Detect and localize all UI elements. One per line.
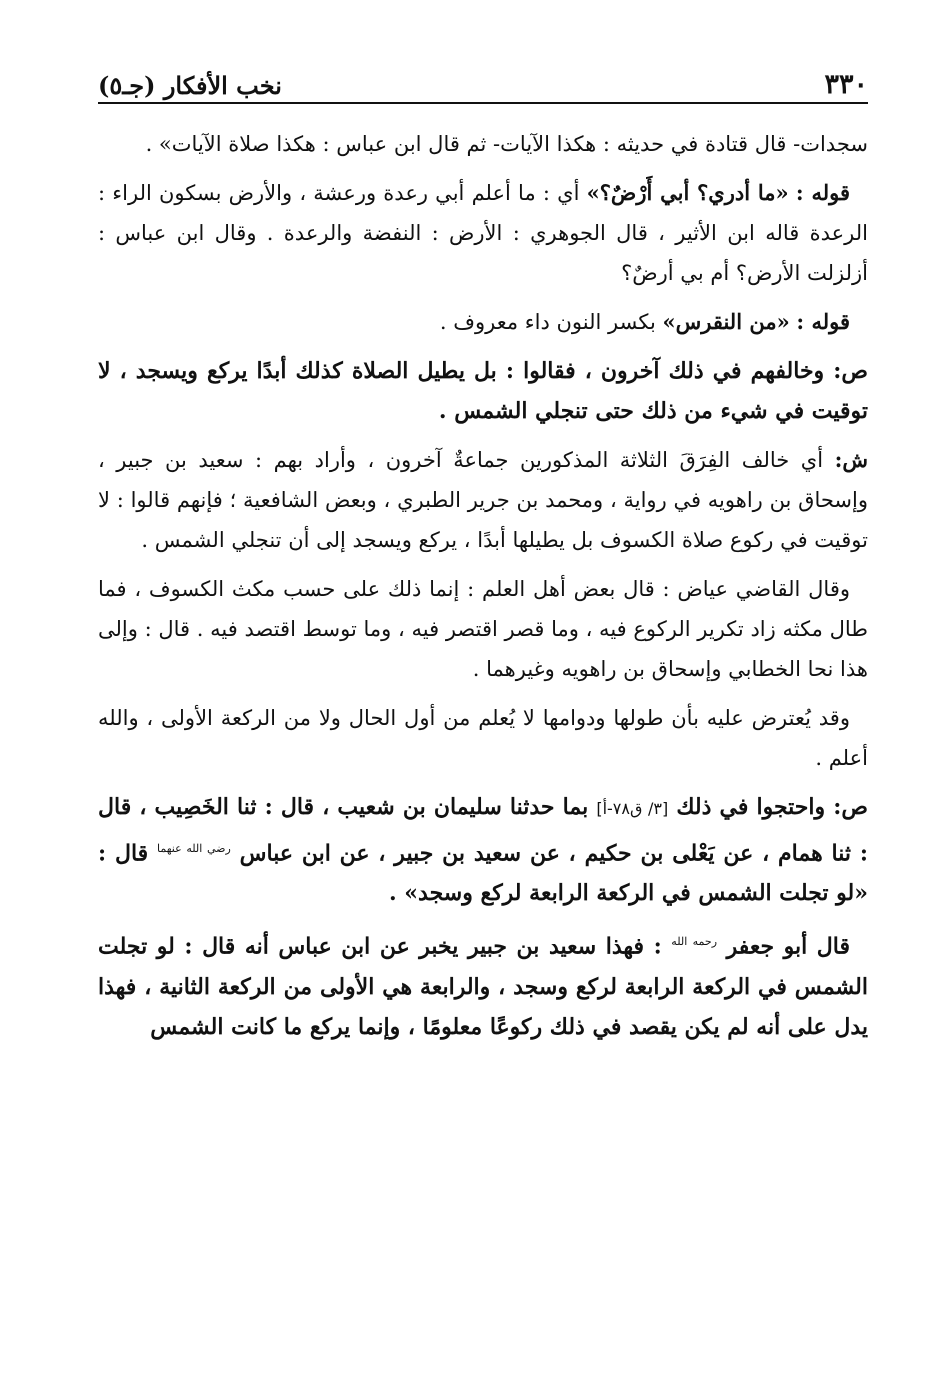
paragraph-comment-ard — [98, 173, 868, 293]
paragraph-text: أي : ما أعلم أبي رعدة ورعشة ، والأرض بسكون الراء : الرعدة قاله ابن الأثير ، قال الجوهري : الأرض : النفضة والرعدة . وقال ابن عباس : أزلزلت الأرض؟ أم بي أرضٌ؟ — [98, 181, 868, 285]
matn-text: : فهذا سعيد بن جبير يخبر عن ابن عباس أنه قال : لو تجلت الشمس في الركعة الرابعة لركع وسجد ، والرابعة هي الأولى من الركعة الثانية ، فهذا يدل على أنه لم يكن يقصد في ذلك ركوعًا معلومًا ، وإنما يركع ما كانت الشمس — [98, 933, 868, 1040]
paragraph-sharh — [98, 440, 868, 560]
paragraph-text: وقد يُعترض عليه بأن طولها ودوامها لا يُعلم من أول الحال ولا من الركعة الأولى ، والله أعلم . — [98, 706, 868, 770]
manuscript-reference: [٣/ ق٧٨-أ] — [596, 799, 669, 818]
comment-quote: «ما أدري؟ أبي أَرْضٌ؟» — [586, 180, 789, 205]
matn-text: واحتجوا في ذلك — [676, 794, 826, 820]
paragraph-matn-2 — [98, 787, 868, 913]
paragraph-continuation — [98, 124, 868, 164]
running-title: نخب الأفكار (جـ٥) — [98, 71, 282, 100]
matn-marker: ص: — [833, 794, 868, 820]
paragraph-iyad — [98, 569, 868, 689]
matn-marker: ص: — [833, 358, 868, 384]
body-text — [98, 124, 868, 1047]
paragraph-objection — [98, 698, 868, 778]
paragraph-comment-niqris — [98, 302, 868, 342]
page-number: ٣٣٠ — [824, 69, 868, 100]
paragraph-text: سجدات- قال قتادة في حديثه : هكذا الآيات- ثم قال ابن عباس : هكذا صلاة الآيات» . — [145, 132, 868, 156]
honorific-mark: رضي الله عنهما — [157, 842, 231, 855]
author-lead: قال أبو جعفر — [726, 933, 850, 960]
matn-text: وخالفهم في ذلك آخرون ، فقالوا : بل يطيل الصلاة كذلك أبدًا يركع ويسجد ، لا توقيت في شيء من ذلك حتى تنجلي الشمس . — [98, 358, 868, 424]
paragraph-text: وقال القاضي عياض : قال بعض أهل العلم : إنما ذلك على حسب مكث الكسوف ، فما طال مكثه زاد تكرير الركوع فيه ، وما قصر اقتصر فيه ، وما توسط اقتصد فيه . قال : وإلى هذا نحا الخطابي وإسحاق بن راهويه وغيرهما . — [98, 577, 868, 681]
header-rule — [98, 102, 868, 104]
matn-text: قال : «لو تجلت الشمس في الركعة الرابعة لركع وسجد» . — [98, 840, 868, 907]
book-page — [98, 52, 868, 1362]
page-header — [98, 52, 868, 104]
honorific-mark: رحمه الله — [671, 935, 718, 949]
paragraph-text: بكسر النون داء معروف . — [439, 310, 656, 334]
sharh-marker: ش: — [834, 447, 868, 472]
sharh-text: أي خالف الفِرَقَ الثلاثة المذكورين جماعةٌ آخرون ، وأراد بهم : سعيد بن جبير ، وإسحاق بن راهويه في رواية ، ومحمد بن جرير الطبري ، وبعض الشافعية ؛ فإنهم قالوا : لا توقيت في ركوع صلاة الكسوف بل يطيلها أبدًا ، يركع ويسجد إلى أن تنجلي الشمس . — [98, 448, 868, 552]
paragraph-abu-jafar — [98, 922, 868, 1046]
paragraph-matn-1 — [98, 351, 868, 431]
comment-lead: قوله : — [795, 180, 850, 205]
matn-text: بما حدثنا سليمان بن شعيب ، قال : ثنا الخَصِيب ، قال : ثنا همام ، عن يَعْلى بن حكيم ، عن سعيد بن جبير ، عن ابن عباس — [98, 794, 868, 867]
comment-quote: «من النقرس» — [662, 309, 790, 334]
comment-lead: قوله : — [796, 309, 850, 334]
